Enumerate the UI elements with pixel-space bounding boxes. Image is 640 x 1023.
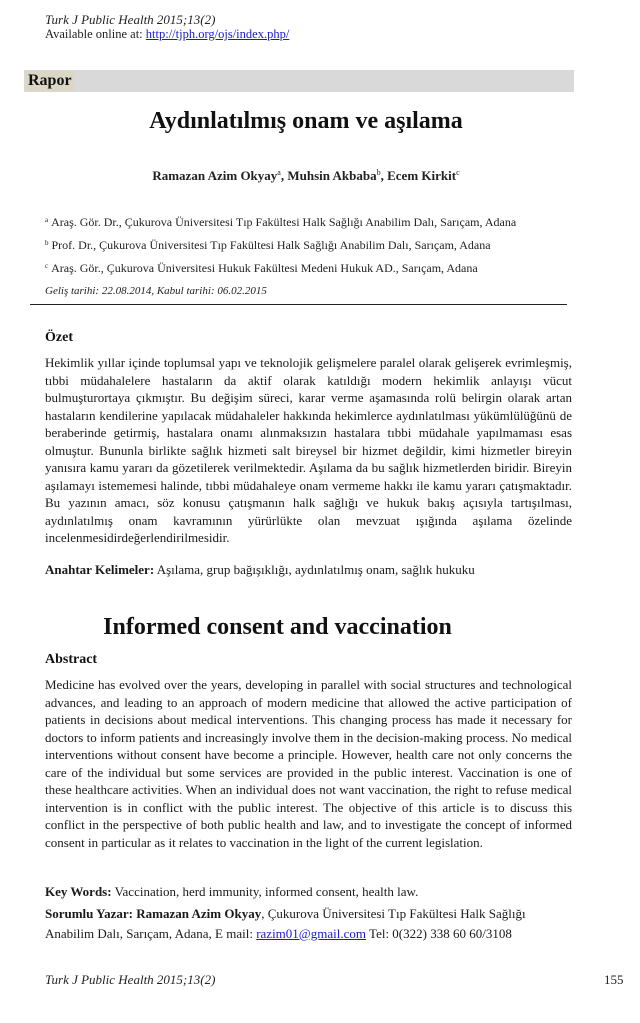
keywords-text: Aşılama, grup bağışıklığı, aydınlatılmış onam, sağlık hukuku (154, 562, 475, 577)
abstract-body: Medicine has evolved over the years, developing in parallel with social structures and technological advances, and leading to an approach of modern medicine that allowed the active participation of patients in decisions about medical interventions. This changing process has made it necessary for doctors to inform patients and increasingly involve them in the decision-making process. No medical interventions without consent have become a principle. However, health care not only concerns the care of the individual but some services are provided in the public interest. Vaccination is one of these healthcare activities. When an individual does not want vaccination, the right to refuse medical intervention is in conflict with the public interest. The objective of this article is to discuss this conflict in the perspective of both public health and law, and to investigate the concept of informed consent in particular as it relates to vaccination in the light of the current legislation. (45, 677, 572, 850)
affiliation-marker: b (45, 239, 49, 247)
author-name: Ramazan Azim Okyay (152, 168, 278, 183)
author-affiliation-marker: b (376, 168, 381, 177)
corresponding-label: Sorumlu Yazar: (45, 906, 137, 921)
section-type-bar (24, 70, 574, 92)
corresponding-phone: Tel: 0(322) 338 60 60/3108 (366, 925, 512, 941)
header-divider (30, 304, 567, 305)
author-name: Ecem Kirkit (387, 168, 457, 183)
section-type-label: Rapor (28, 72, 72, 89)
ozet-body: Hekimlik yıllar içinde toplumsal yapı ve teknolojik gelişmelere paralel olarak gelişerek evrimleşmiş, tıbbi müdahalelere hastaların da aktif olarak katıldığı modern hekimlik anlayışı vücut bulmuşturortaya çıkmıştır. Bu değişim süreci, karar verme aşamasında rolü belirgin olarak artan hastaların kendilerine yapılacak müdahaleler hakkında hekimlerce aydınlatılması yükümlülüğünü de beraberinde getirmiş, hastalara onamı alınmaksızın hastalara tıbbi müdahale yapılmaması esas olmuştur. Bununla birlikte sağlık hizmeti salt bireysel bir hizmet değildir, kimi hizmetler bireyin yanısıra kamu yararı da gözetilerek verilmektedir. Aşılama da bu sağlık hizmetlerden biridir. Bireyin aşılamayı istememesi halinde, tıbbi müdahaleye onam vermeme hakkı ile kamu yararı çatışmaktadır. Bu yazının amacı, söz konusu çatışmanın halk sağlığı ve hukuk bakış açısıyla tartışılması, aydınlatılmış onam kavramının yürürlükte olan mevzuat ışığında aşılama özelinde incelenmesidirdeğerlendirilmesidir. (45, 355, 572, 545)
article-title-english: Informed consent and vaccination (103, 614, 452, 640)
abstract-keywords (45, 884, 585, 900)
affiliation-text: Prof. Dr., Çukurova Üniversitesi Tıp Fakültesi Halk Sağlığı Anabilim Dalı, Sarıçam, Adana (51, 238, 491, 252)
header-online-availability (45, 27, 289, 42)
corresponding-name: Ramazan Azim Okyay (136, 906, 262, 921)
affiliation-b (45, 238, 491, 253)
corresponding-address: , Çukurova Üniversitesi Tıp Fakültesi Halk Sağlığı Anabilim Dalı, Sarıçam, Adana, E mail: (45, 906, 526, 941)
affiliation-text: Araş. Gör., Çukurova Üniversitesi Hukuk Fakültesi Medeni Hukuk AD., Sarıçam, Adana (51, 261, 478, 275)
affiliation-marker: c (45, 262, 49, 270)
author-separator: , (280, 168, 288, 183)
journal-url-link[interactable]: http://tjph.org/ojs/index.php/ (145, 27, 290, 41)
keywords-label: Key Words: (45, 884, 112, 899)
article-title-turkish: Aydınlatılmış onam ve aşılama (149, 108, 463, 134)
affiliation-a (45, 215, 516, 230)
affiliation-c (45, 261, 478, 276)
header-journal-citation: Turk J Public Health 2015;13(2) (45, 12, 216, 27)
author-separator: , (380, 168, 388, 183)
author-name: Muhsin Akbaba (287, 168, 377, 183)
online-prefix: Available online at: (45, 27, 146, 41)
author-affiliation-marker: a (277, 168, 281, 177)
email-link[interactable]: razim01@gmail.com (256, 925, 367, 941)
submission-dates: Geliş tarihi: 22.08.2014, Kabul tarihi: 06.02.2015 (45, 285, 267, 297)
keywords-label: Anahtar Kelimeler: (45, 562, 155, 577)
ozet-heading: Özet (45, 330, 73, 345)
author-list (0, 168, 612, 184)
footer-journal-citation: Turk J Public Health 2015;13(2) (45, 972, 216, 987)
page-number: 155 (604, 972, 624, 987)
affiliation-marker: a (45, 216, 49, 224)
author-affiliation-marker: c (456, 168, 460, 177)
affiliation-text: Araş. Gör. Dr., Çukurova Üniversitesi Tıp Fakültesi Halk Sağlığı Anabilim Dalı, Sarıçam, Adana (51, 215, 517, 229)
ozet-keywords (45, 562, 585, 578)
corresponding-author (45, 904, 565, 943)
keywords-text: Vaccination, herd immunity, informed consent, health law. (111, 884, 419, 899)
abstract-heading: Abstract (45, 652, 98, 667)
